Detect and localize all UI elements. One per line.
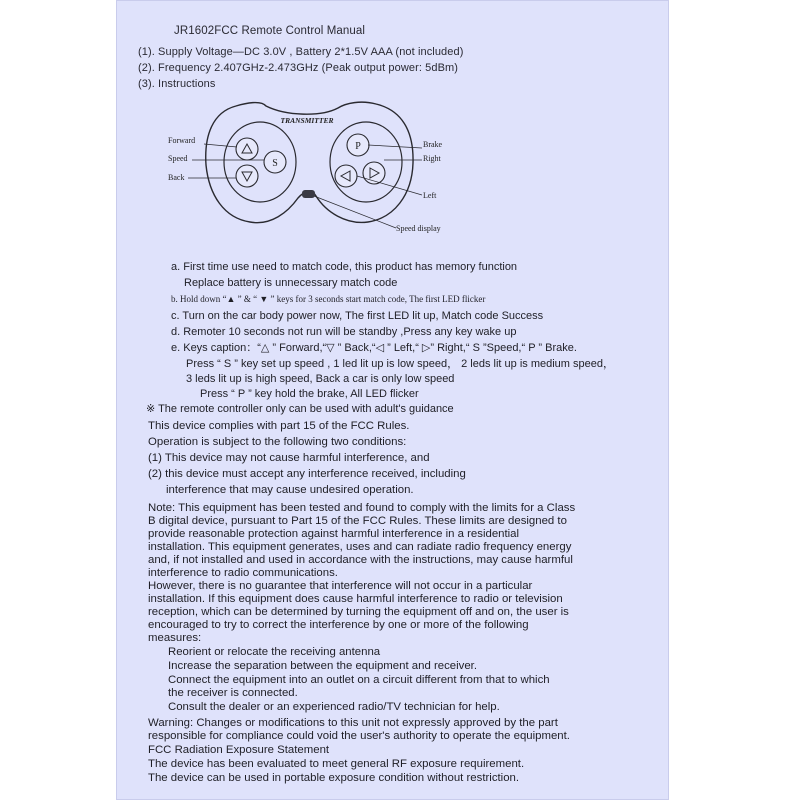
- instruction-c: c. Turn on the car body power now, The first LED lit up, Match code Success: [171, 310, 544, 322]
- fcc-measure: Increase the separation between the equipment and receiver.: [168, 660, 478, 672]
- brake-button-label: P: [355, 141, 361, 152]
- spec-instructions: (3). Instructions: [138, 78, 216, 90]
- label-brake: Brake: [423, 140, 443, 149]
- label-back: Back: [168, 173, 185, 182]
- fcc-note-line: installation. This equipment generates, uses and can radiate radio frequency energy: [148, 541, 572, 553]
- speed-button-label: S: [272, 158, 278, 169]
- instruction-b: b. Hold down “▲ ” & “ ▼ ” keys for 3 seconds start match code, The first LED flicker: [171, 294, 486, 304]
- fcc-measure: the receiver is connected.: [168, 687, 298, 699]
- speed-display-led: [302, 190, 315, 198]
- adult-guidance-note: ※ The remote controller only can be used with adult's guidance: [146, 403, 454, 415]
- fcc-line: This device complies with part 15 of the FCC Rules.: [148, 420, 410, 432]
- fcc-line: Operation is subject to the following two conditions:: [148, 436, 407, 448]
- spec-frequency: (2). Frequency 2.407GHz-2.473GHz (Peak output power: 5dBm): [138, 62, 459, 74]
- fcc-line: (1) This device may not cause harmful interference, and: [148, 452, 430, 464]
- instruction-d: d. Remoter 10 seconds not run will be standby ,Press any key wake up: [171, 326, 517, 338]
- fcc-warning-line: The device has been evaluated to meet general RF exposure requirement.: [148, 758, 525, 770]
- fcc-note-line: B digital device, pursuant to Part 15 of the FCC Rules. These limits are designed to: [148, 515, 567, 527]
- fcc-note-line: installation. If this equipment does cause harmful interference to radio or television: [148, 593, 563, 605]
- fcc-warning-line: The device can be used in portable exposure condition without restriction.: [148, 772, 520, 784]
- fcc-line: interference that may cause undesired operation.: [166, 484, 414, 496]
- fcc-note-line: reception, which can be determined by turning the equipment off and on, the user is: [148, 606, 569, 618]
- fcc-note-line: Note: This equipment has been tested and found to comply with the limits for a Class: [148, 502, 576, 514]
- fcc-measure: Connect the equipment into an outlet on a circuit different from that to which: [168, 674, 550, 686]
- spec-voltage: (1). Supply Voltage—DC 3.0V , Battery 2*1.5V AAA (not included): [138, 46, 464, 58]
- manual-page: [116, 0, 669, 800]
- fcc-warning-line: responsible for compliance could void the user's authority to operate the equipment.: [148, 730, 570, 742]
- instruction-a1: a. First time use need to match code, this product has memory function: [171, 261, 518, 273]
- fcc-note-line: interference to radio communications.: [148, 567, 338, 579]
- transmitter-label: TRANSMITTER: [280, 116, 334, 125]
- instruction-e1: e. Keys caption：“△ ” Forward,“▽ ” Back,“◁ ” Left,“ ▷” Right,“ S ”Speed,“ P ” Brake.: [171, 342, 577, 354]
- instruction-e2: Press “ S ” key set up speed , 1 led lit up is low speed， 2 leds lit up is medium speed，: [186, 358, 614, 370]
- instruction-e4: Press “ P ” key hold the brake, All LED flicker: [200, 388, 419, 400]
- fcc-note-line: encouraged to try to correct the interference by one or more of the following: [148, 619, 529, 631]
- fcc-measure: Consult the dealer or an experienced radio/TV technician for help.: [168, 701, 500, 713]
- right-pad: [330, 122, 402, 202]
- label-right: Right: [423, 154, 441, 163]
- left-button: [335, 165, 357, 187]
- label-speed-display: Speed display: [396, 224, 441, 233]
- instruction-a2: Replace battery is unnecessary match code: [184, 277, 398, 289]
- manual-title: JR1602FCC Remote Control Manual: [174, 25, 366, 37]
- label-left: Left: [423, 191, 437, 200]
- fcc-note-line: However, there is no guarantee that interference will not occur in a particular: [148, 580, 533, 592]
- fcc-note-line: provide reasonable protection against harmful interference in a residential: [148, 528, 520, 540]
- fcc-exposure-heading: FCC Radiation Exposure Statement: [148, 744, 330, 756]
- label-forward: Forward: [168, 136, 196, 145]
- remote-diagram: [116, 0, 669, 250]
- fcc-warning-line: Warning: Changes or modifications to this unit not expressly approved by the part: [148, 717, 558, 729]
- label-speed: Speed: [168, 154, 188, 163]
- instruction-e3: 3 leds lit up is high speed, Back a car is only low speed: [186, 373, 455, 385]
- back-button: [236, 165, 258, 187]
- forward-button: [236, 138, 258, 160]
- fcc-note-line: measures:: [148, 632, 202, 644]
- fcc-measure: Reorient or relocate the receiving antenna: [168, 646, 381, 658]
- fcc-note-line: and, if not installed and used in accordance with the instructions, may cause harmful: [148, 554, 573, 566]
- fcc-line: (2) this device must accept any interference received, including: [148, 468, 466, 480]
